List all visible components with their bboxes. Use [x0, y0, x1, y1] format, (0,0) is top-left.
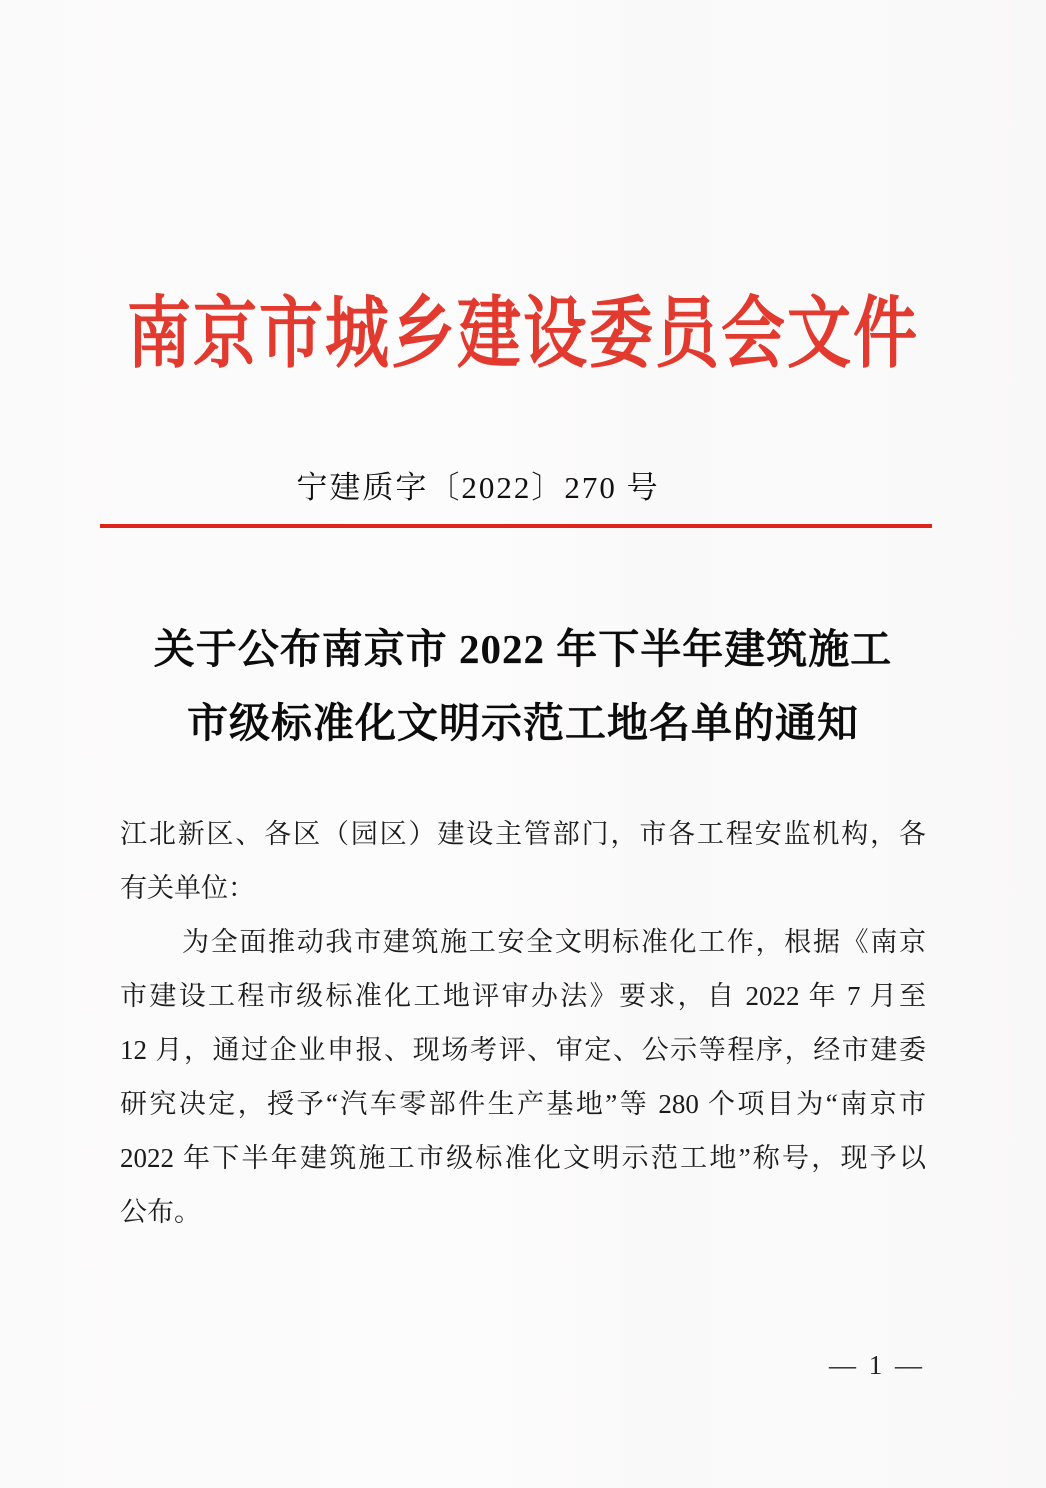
red-divider-line: [100, 524, 932, 528]
body-line: 2022 年下半年建筑施工市级标准化文明示范工地”称号，现予以: [120, 1143, 926, 1173]
body-line: 江北新区、各区（园区）建设主管部门，市各工程安监机构，各: [120, 819, 926, 849]
body-line: 研究决定，授予“汽车零部件生产基地”等 280 个项目为“南京市: [120, 1089, 926, 1119]
document-title: [0, 612, 1046, 760]
document-header: [0, 268, 1046, 386]
document-number: 宁建质字〔2022〕270 号: [296, 470, 660, 505]
body-text: [120, 807, 926, 1239]
body-line: 为全面推动我市建筑施工安全文明标准化工作，根据《南京: [182, 927, 926, 957]
body-line: 市建设工程市级标准化工地评审办法》要求，自 2022 年 7 月至: [120, 981, 926, 1011]
page-number: — 1 —: [829, 1350, 925, 1380]
body-line: 公布。: [120, 1197, 201, 1227]
document-title-line2: 市级标准化文明示范工地名单的通知: [187, 700, 859, 746]
org-title: 南京市城乡建设委员会文件: [127, 290, 919, 378]
document-title-line1: 关于公布南京市 2022 年下半年建筑施工: [153, 626, 893, 672]
body-line: 12 月，通过企业申报、现场考评、审定、公示等程序，经市建委: [120, 1035, 926, 1065]
body-line: 有关单位：: [120, 873, 255, 903]
